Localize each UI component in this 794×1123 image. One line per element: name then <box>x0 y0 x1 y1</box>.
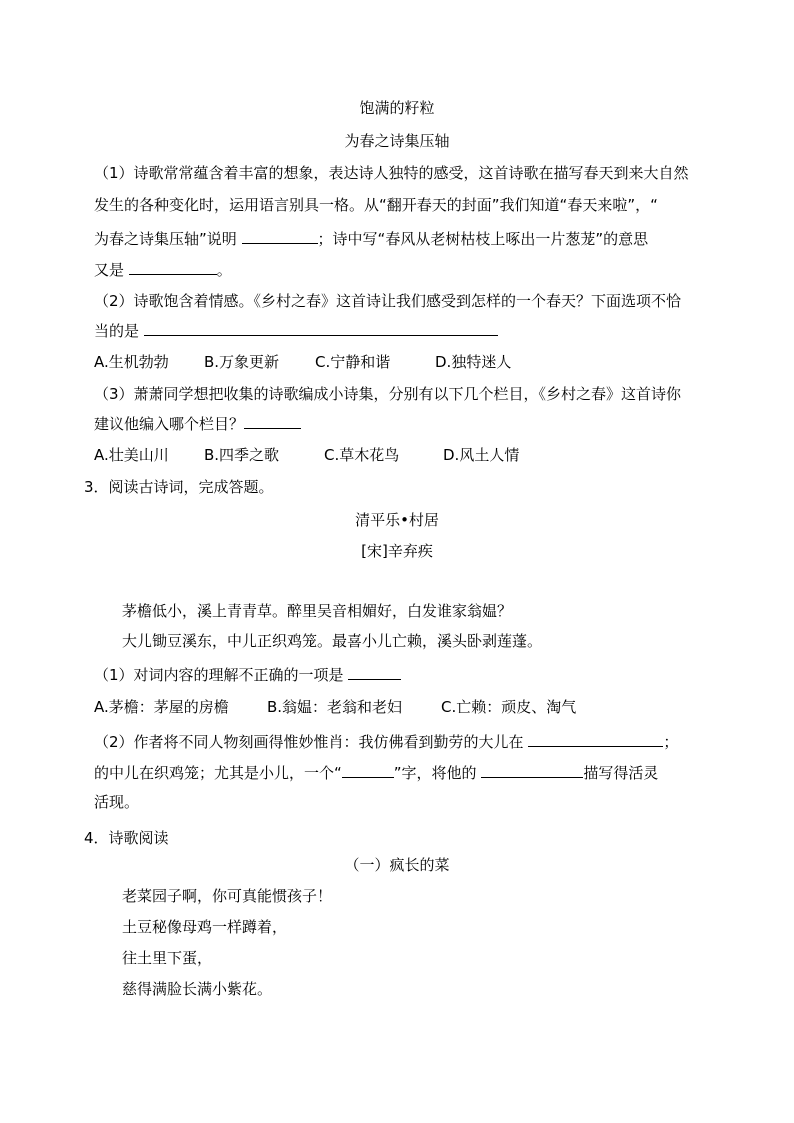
answer-blank[interactable] <box>244 413 301 429</box>
option-b: B.四季之歌 <box>204 446 280 464</box>
option-c: C.亡赖：顽皮、淘气 <box>441 698 577 716</box>
answer-blank[interactable] <box>242 228 318 244</box>
option-d: D.独特迷人 <box>435 353 512 371</box>
option-c: C.草木花鸟 <box>324 446 400 464</box>
question-3-text: 建议他编入哪个栏目？ <box>94 415 245 433</box>
question-text: 描写得活灵 <box>583 764 659 782</box>
option-c: C.宁静和谐 <box>315 353 391 371</box>
section-3-question-2-line-3: 活现。 <box>94 793 140 811</box>
answer-blank[interactable] <box>528 731 663 747</box>
question-1-text-a: 为春之诗集压轴”说明 <box>94 230 242 248</box>
answer-blank[interactable] <box>129 259 217 275</box>
question-3-line-2 <box>94 413 301 434</box>
question-2-text: 当的是 <box>94 322 144 340</box>
option-b: B.万象更新 <box>204 353 280 371</box>
answer-blank[interactable] <box>348 664 401 680</box>
poem-author: [宋]辛弃疾 <box>361 542 433 560</box>
question-1-line-1: （1）诗歌常常蕴含着丰富的想象，表达诗人独特的感受，这首诗歌在描写春天到来大自然 <box>94 164 689 182</box>
option-b: B.翁媪：老翁和老妇 <box>267 698 403 716</box>
question-3-line-1: （3）萧萧同学想把收集的诗歌编成小诗集，分别有以下几个栏目，《乡村之春》这首诗你 <box>94 385 682 403</box>
answer-blank[interactable] <box>144 320 498 336</box>
question-1-line-2: 发生的各种变化时，运用语言别具一格。从“翻开春天的封面”我们知道“春天来啦”，“ <box>94 196 658 214</box>
section-3-question-2-line-2 <box>94 762 658 783</box>
question-1-text-b: ；诗中写“春风从老树枯枝上啄出一片葱茏”的意思 <box>317 230 649 248</box>
question-text: （2）作者将不同人物刻画得惟妙惟肖：我仿佛看到勤劳的大儿在 <box>94 733 529 751</box>
poem-line: 老菜园子啊，你可真能惯孩子！ <box>122 887 333 905</box>
question-2-line-2 <box>94 320 498 341</box>
section-4-heading: 4．诗歌阅读 <box>84 829 169 847</box>
poem-verse-1: 茅檐低小，溪上青青草。醉里吴音相媚好，白发谁家翁媪？ <box>122 602 513 620</box>
option-a: A.茅檐：茅屋的房檐 <box>94 698 229 716</box>
question-1-text-d: 。 <box>216 261 232 279</box>
poem-verse-2: 大儿锄豆溪东，中儿正织鸡笼。最喜小儿亡赖，溪头卧剥莲蓬。 <box>122 632 543 650</box>
question-1-line-3 <box>94 228 648 249</box>
question-1-line-4 <box>94 259 232 280</box>
question-text: （1）对词内容的理解不正确的一项是 <box>94 666 349 684</box>
question-text: ； <box>663 733 679 751</box>
answer-blank[interactable] <box>481 762 583 778</box>
option-a: A.生机勃勃 <box>94 353 169 371</box>
question-text: ”字，将他的 <box>393 764 482 782</box>
section-3-heading: 3．阅读古诗词，完成答题。 <box>84 478 274 496</box>
section-3-question-1 <box>94 664 401 685</box>
question-1-text-c: 又是 <box>94 261 129 279</box>
poem-line: 土豆秘像母鸡一样蹲着， <box>122 918 288 936</box>
section-3-question-2-line-1 <box>94 731 678 752</box>
poem-title: 饱满的籽粒 <box>359 99 435 117</box>
poem-closing-line: 为春之诗集压轴 <box>344 132 450 150</box>
poem-line: 往土里下蛋， <box>122 949 213 967</box>
answer-blank[interactable] <box>342 762 394 778</box>
question-text: 的中儿在织鸡笼；尤其是小儿，一个“ <box>94 764 342 782</box>
poem-title: （一）疯长的菜 <box>344 856 450 874</box>
question-2-line-1: （2）诗歌饱含着情感。《乡村之春》这首诗让我们感受到怎样的一个春天？下面选项不恰 <box>94 292 682 310</box>
poem-title: 清平乐•村居 <box>355 511 439 529</box>
poem-line: 慈得满脸长满小紫花。 <box>122 980 273 998</box>
option-d: D.风土人情 <box>443 446 520 464</box>
option-a: A.壮美山川 <box>94 446 169 464</box>
